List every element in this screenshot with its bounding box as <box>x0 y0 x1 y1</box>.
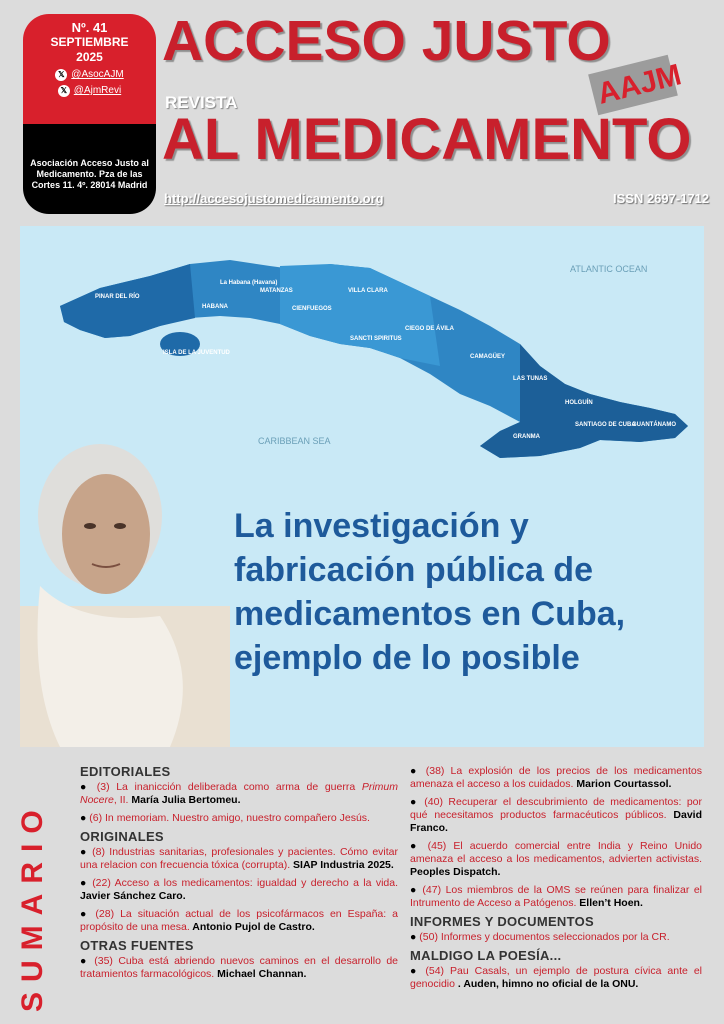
section-heading: EDITORIALES <box>80 764 171 779</box>
list-item[interactable]: ● (38) La explosión de los precios de los medicamentos amenaza el acceso a los cuidados. Marion Courtassol. <box>410 765 702 790</box>
sumario-label: SUMARIO <box>16 800 49 1012</box>
section-heading: INFORMES Y DOCUMENTOS <box>410 914 594 929</box>
sea-label-atlantic: ATLANTIC OCEAN <box>570 264 648 274</box>
issue-badge <box>23 14 156 214</box>
magazine-title-line1: ACCESO JUSTO <box>162 9 611 73</box>
x-icon: 𝕏 <box>55 69 67 81</box>
map-label-havana: La Habana (Havana) <box>220 280 278 286</box>
elderly-woman-photo <box>20 436 230 747</box>
list-item[interactable]: ● (35) Cuba está abriendo nuevos caminos en el desarrollo de tratamientos farmacológicos. Michael Channan. <box>80 955 398 980</box>
issue-year: 2025 <box>76 50 103 64</box>
map-label-habana: HABANA <box>202 304 228 310</box>
map-label-lastunas: LAS TUNAS <box>513 376 548 382</box>
region-west <box>60 264 195 338</box>
list-item[interactable]: ● (6) In memoriam. Nuestro amigo, nuestro compañero Jesús. <box>80 812 370 824</box>
map-label-pinar: PINAR DEL RÍO <box>95 294 140 300</box>
magazine-title-line2: AL MEDICAMENTO <box>162 107 692 172</box>
list-item[interactable]: ● (3) La inanicción deliberada como arma de guerra Primum Nocere, II. María Julia Bertomeu. <box>80 781 398 806</box>
summary-left-column <box>80 765 398 986</box>
list-item[interactable]: ● (28) La situación actual de los psicofármacos en España: a propósito de una mesa. Antonio Pujol de Castro. <box>80 908 398 933</box>
map-label-camaguey: CAMAGÜEY <box>470 354 506 360</box>
social-link-2[interactable]: 𝕏 @AjmRevi <box>23 85 156 97</box>
association-address: Asociación Acceso Justo al Medicamento. Pza de las Cortes 11. 4º. 28014 Madrid <box>30 158 149 190</box>
face-shape <box>62 474 150 594</box>
map-label-holguin: HOLGUÍN <box>565 400 593 406</box>
cover-headline: La investigación y fabricación pública de medicamentos en Cuba, ejemplo de lo posible <box>234 507 626 677</box>
map-label-guantanamo: GUANTÁNAMO <box>632 422 676 428</box>
map-label-villaclara: VILLA CLARA <box>348 288 388 294</box>
list-item[interactable]: ● (22) Acceso a los medicamentos: igualdad y derecho a la vida. Javier Sánchez Caro. <box>80 877 399 902</box>
list-item[interactable]: ● (8) Industrias sanitarias, profesionales y pacientes. Cómo evitar una relacion con frecuencia tóxica (corrupta). SIAP Industria 2025. <box>80 846 399 871</box>
magazine-subtitle: REVISTA <box>165 93 238 112</box>
map-label-isla: ISLA DE LA JUVENTUD <box>163 350 230 356</box>
map-label-sancti: SANCTI SPIRITUS <box>350 336 402 342</box>
issue-month: SEPTIEMBRE <box>50 35 129 49</box>
map-label-ciego: CIEGO DE ÁVILA <box>405 326 455 332</box>
sea-label-caribbean: CARIBBEAN SEA <box>258 436 331 446</box>
issn-label: ISSN 2697-1712 <box>613 191 710 206</box>
cover-panel <box>20 226 704 747</box>
section-heading: OTRAS FUENTES <box>80 938 194 953</box>
section-heading: ORIGINALES <box>80 829 164 844</box>
acronym-label: AAJM <box>594 58 685 111</box>
social-link-1[interactable]: 𝕏 @AsocAJM <box>23 69 156 81</box>
map-label-matanzas: MATANZAS <box>260 288 293 294</box>
list-item[interactable]: ● (54) Pau Casals, un ejemplo de postura cívica ante el genocidio . Auden, himno no oficial de la ONU. <box>410 965 702 990</box>
section-heading: MALDIGO LA POESÍA... <box>410 948 562 963</box>
map-label-cienfuegos: CIENFUEGOS <box>292 306 332 312</box>
association-block <box>23 124 156 214</box>
issue-number: Nº. 41 <box>71 20 108 35</box>
summary-right-column <box>410 765 702 996</box>
list-item[interactable]: ● (47) Los miembros de la OMS se reúnen para finalizar el Intrumento de Acceso a Patógenos. Ellen’t Hoen. <box>410 884 702 909</box>
list-item[interactable]: ● (50) Informes y documentos seleccionados por la CR. <box>410 931 670 943</box>
map-label-granma: GRANMA <box>513 434 540 440</box>
x-icon: 𝕏 <box>58 85 70 97</box>
issue-info <box>23 14 156 124</box>
map-label-santiago: SANTIAGO DE CUBA <box>575 422 636 428</box>
list-item[interactable]: ● (45) El acuerdo comercial entre India y Reino Unido amenaza el acceso a los medicamentos, advierten activistas. Peoples Dispatch. <box>410 840 702 878</box>
website-link[interactable]: http://accesojustomedicamento.org <box>164 191 384 206</box>
region-central <box>280 264 440 366</box>
list-item[interactable]: ● (40) Recuperar el descubrimiento de medicamentos: por qué necesitamos productos farmacéuticos públicos. David Franco. <box>410 796 702 834</box>
